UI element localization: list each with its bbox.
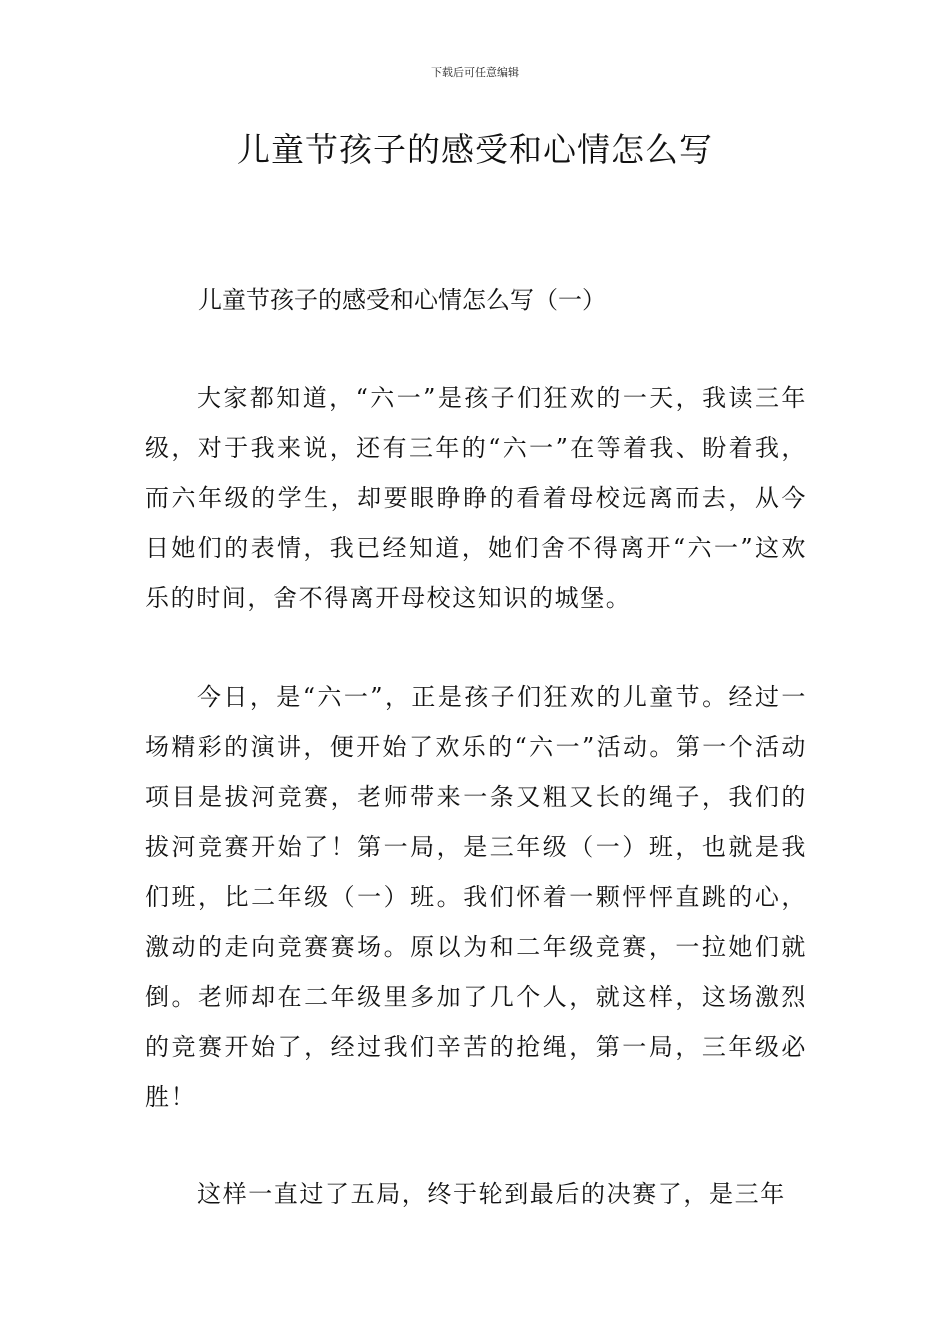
paragraph-2: 今日，是“六一”，正是孩子们狂欢的儿童节。经过一场精彩的演讲，便开始了欢乐的“六一”活动。第一个活动项目是拔河竞赛，老师带来一条又粗又长的绳子，我们的拔河竞赛开始了！第一局，是三年级（一）班，也就是我们班，比二年级（一）班。我们怀着一颗怦怦直跳的心，激动的走向竞赛赛场。原以为和二年级竞赛，一拉她们就倒。老师却在二年级里多加了几个人，就这样，这场激烈的竞赛开始了，经过我们辛苦的抢绳，第一局，三年级必胜！ [145, 683, 807, 1111]
header-note: 下载后可任意编辑 [431, 66, 519, 79]
paragraph-3: 这样一直过了五局，终于轮到最后的决赛了，是三年 [197, 1180, 786, 1208]
document-title: 儿童节孩子的感受和心情怎么写 [237, 130, 713, 169]
paragraph-1: 大家都知道，“六一”是孩子们狂欢的一天，我读三年级，对于我来说，还有三年的“六一”在等着我、盼着我，而六年级的学生，却要眼睁睁的看着母校远离而去，从今日她们的表情，我已经知道，她们舍不得离开“六一”这欢乐的时间，舍不得离开母校这知识的城堡。 [145, 384, 807, 612]
section-heading: 儿童节孩子的感受和心情怎么写（一） [198, 286, 606, 314]
